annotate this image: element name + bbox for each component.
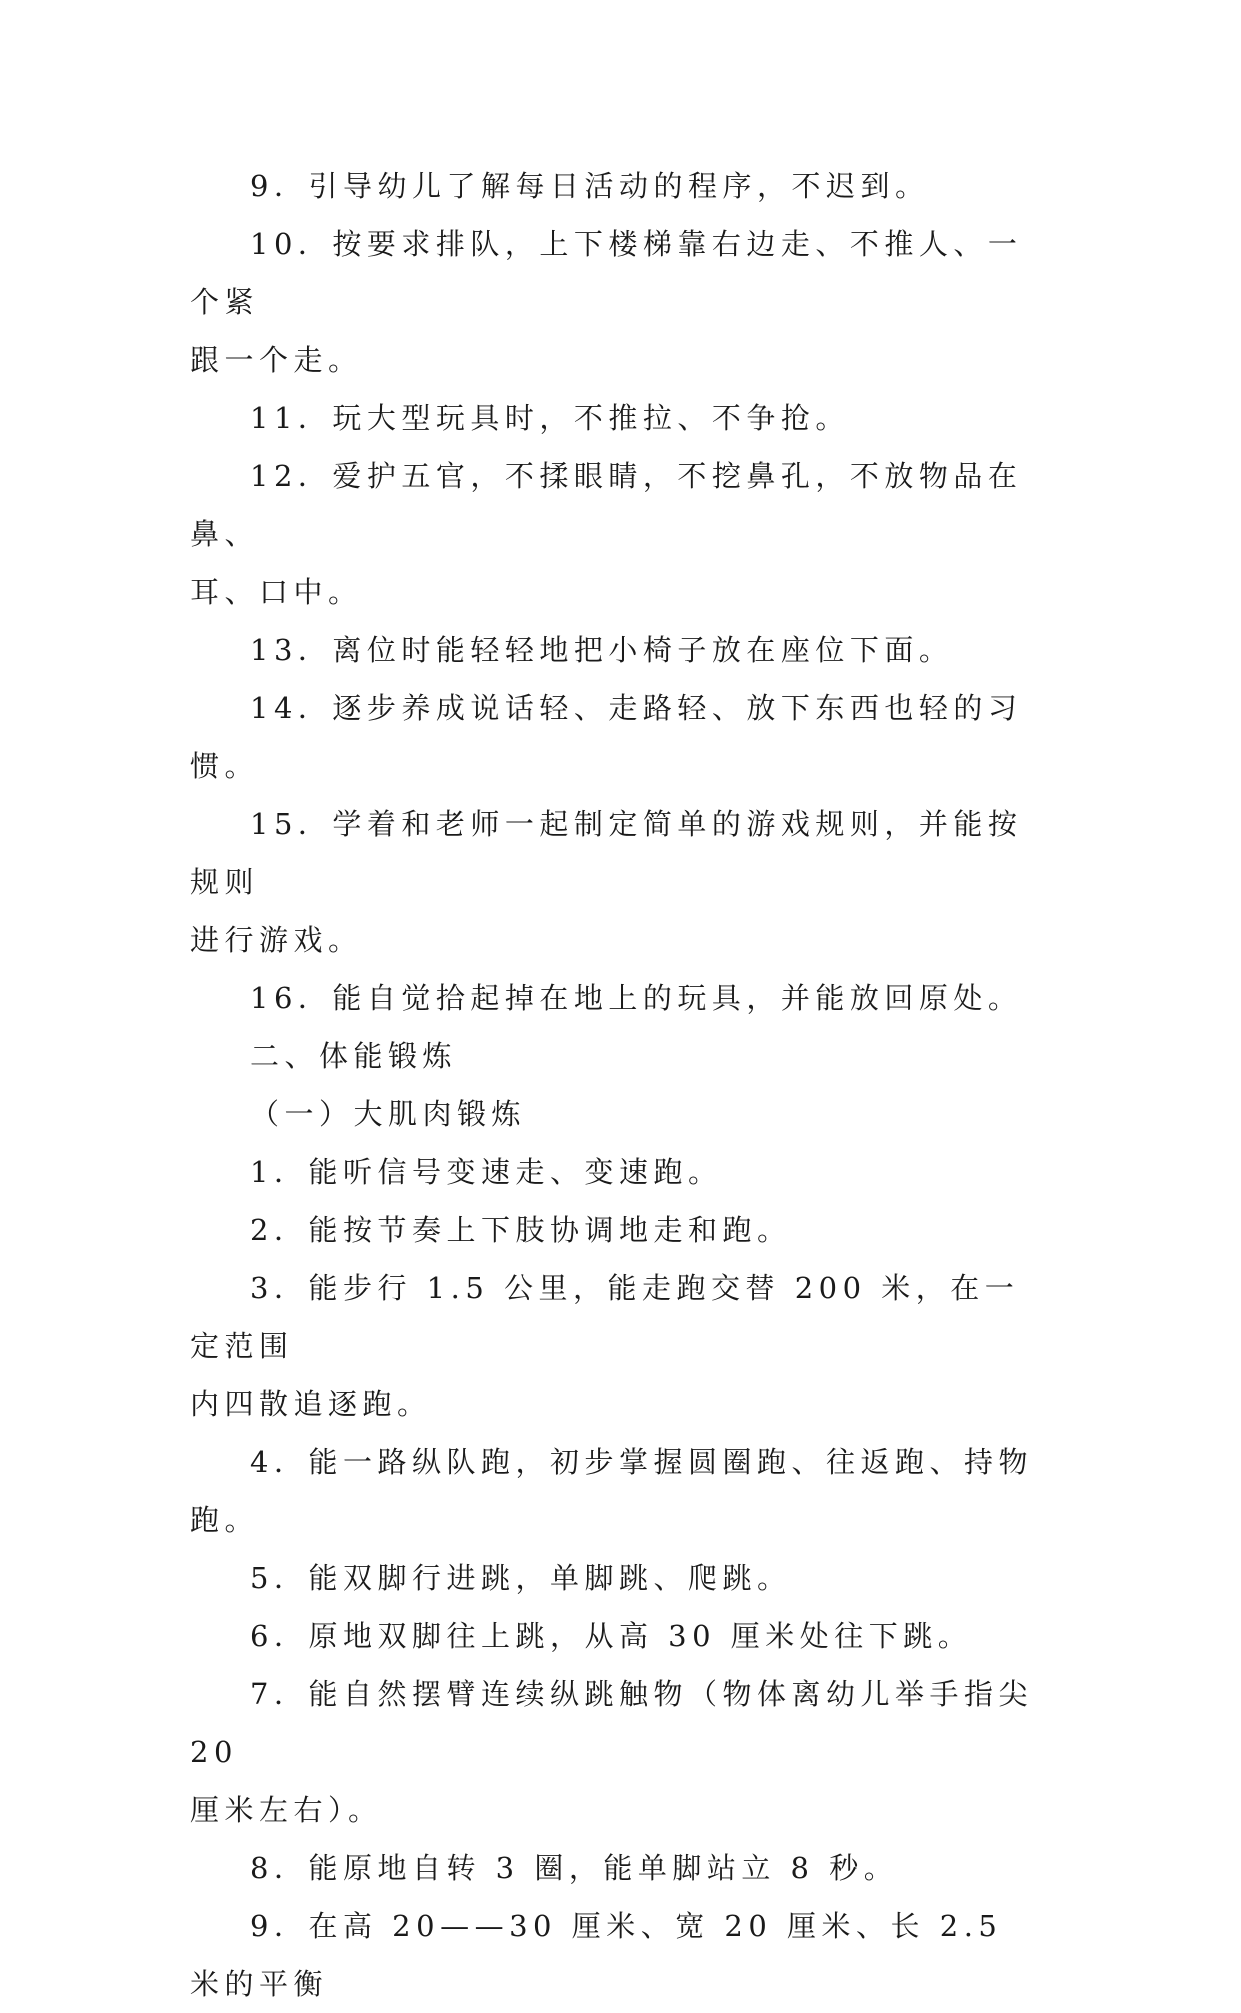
paragraph-11 (190, 389, 1050, 447)
section-heading (190, 1027, 1050, 1085)
paragraph-line: 10．按要求排队，上下楼梯靠右边走、不推人、一个紧 (190, 227, 1023, 319)
paragraph-16 (190, 969, 1050, 1027)
paragraph-15 (190, 795, 1050, 969)
paragraph-line: 15．学着和老师一起制定简单的游戏规则，并能按规则 (190, 807, 1023, 899)
paragraph-14 (190, 679, 1050, 795)
paragraph-line-continuation: 跟一个走。 (190, 343, 363, 377)
paragraph-line: 11．玩大型玩具时，不推拉、不争抢。 (250, 401, 850, 435)
subsection-heading-text: （一）大肌肉锻炼 (250, 1097, 527, 1131)
paragraph-line: 2．能按节奏上下肢协调地走和跑。 (250, 1213, 792, 1247)
list-item-9 (190, 1897, 1050, 2013)
paragraph-9 (190, 157, 1050, 215)
paragraph-line: 6．原地双脚往上跳，从高 30 厘米处往下跳。 (250, 1619, 973, 1653)
list-item-1 (190, 1143, 1050, 1201)
paragraph-13 (190, 621, 1050, 679)
paragraph-line: 16．能自觉拾起掉在地上的玩具，并能放回原处。 (250, 981, 1023, 1015)
paragraph-line-continuation: 进行游戏。 (190, 923, 363, 957)
paragraph-line: 8．能原地自转 3 圈，能单脚站立 8 秒。 (250, 1851, 899, 1885)
paragraph-12 (190, 447, 1050, 621)
section-heading-text: 二、体能锻炼 (250, 1039, 458, 1073)
document-body (190, 157, 1050, 2013)
paragraph-line-continuation: 内四散追逐跑。 (190, 1387, 432, 1421)
paragraph-line-continuation: 耳、口中。 (190, 575, 363, 609)
list-item-4 (190, 1433, 1050, 1549)
paragraph-line: 1．能听信号变速走、变速跑。 (250, 1155, 723, 1189)
list-item-6 (190, 1607, 1050, 1665)
subsection-heading (190, 1085, 1050, 1143)
list-item-8 (190, 1839, 1050, 1897)
paragraph-line: 9．引导幼儿了解每日活动的程序，不迟到。 (250, 169, 930, 203)
paragraph-line: 13．离位时能轻轻地把小椅子放在座位下面。 (250, 633, 954, 667)
list-item-7 (190, 1665, 1050, 1839)
paragraph-10 (190, 215, 1050, 389)
paragraph-line-continuation: 厘米左右）。 (190, 1793, 383, 1827)
paragraph-line: 14．逐步养成说话轻、走路轻、放下东西也轻的习惯。 (190, 691, 1023, 783)
list-item-2 (190, 1201, 1050, 1259)
paragraph-line: 7．能自然摆臂连续纵跳触物（物体离幼儿举手指尖 20 (190, 1677, 1033, 1769)
paragraph-line: 4．能一路纵队跑，初步掌握圆圈跑、往返跑、持物跑。 (190, 1445, 1033, 1537)
paragraph-line: 5．能双脚行进跳，单脚跳、爬跳。 (250, 1561, 792, 1595)
paragraph-line: 9．在高 20——30 厘米、宽 20 厘米、长 2.5 米的平衡 (190, 1909, 1003, 2001)
list-item-5 (190, 1549, 1050, 1607)
paragraph-line: 3．能步行 1.5 公里，能走跑交替 200 米，在一定范围 (190, 1271, 1020, 1363)
paragraph-line: 12．爱护五官，不揉眼睛，不挖鼻孔，不放物品在鼻、 (190, 459, 1023, 551)
list-item-3 (190, 1259, 1050, 1433)
